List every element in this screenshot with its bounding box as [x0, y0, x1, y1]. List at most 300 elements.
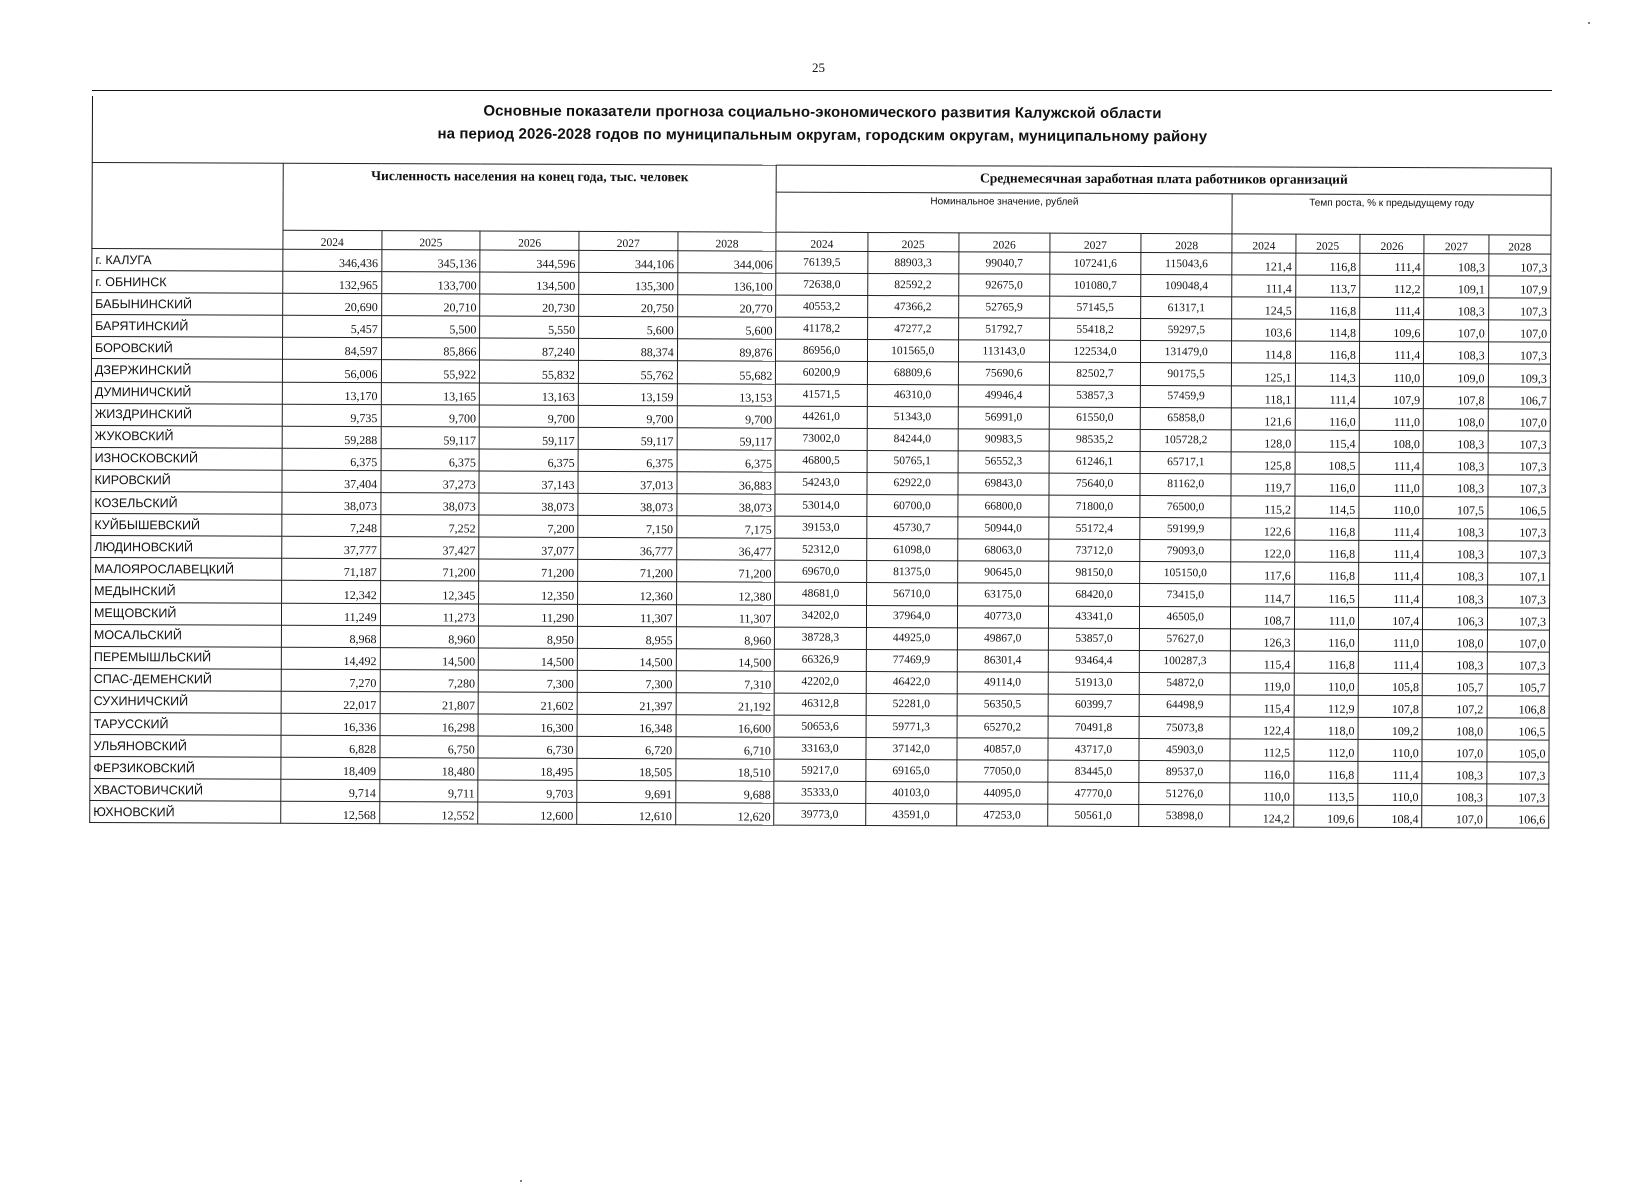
salary-cell: 90983,5 [958, 429, 1049, 451]
salary-cell: 59199,9 [1140, 518, 1231, 540]
population-cell: 71,200 [479, 559, 578, 581]
population-cell: 8,960 [676, 626, 775, 648]
population-cell: 59,288 [282, 426, 381, 448]
growth-cell: 116,0 [1230, 761, 1293, 783]
salary-cell: 61317,1 [1141, 297, 1232, 319]
growth-cell: 116,8 [1293, 761, 1357, 783]
growth-cell: 107,3 [1488, 453, 1550, 475]
growth-cell: 114,7 [1231, 584, 1294, 606]
population-cell: 9,700 [677, 405, 776, 427]
population-cell: 6,828 [281, 735, 380, 757]
growth-cell: 109,0 [1424, 364, 1488, 386]
growth-cell: 116,8 [1295, 253, 1359, 275]
salary-cell: 46312,8 [775, 693, 866, 715]
growth-cell: 107,0 [1422, 806, 1486, 828]
population-cell: 20,690 [283, 293, 382, 315]
growth-cell: 116,8 [1295, 341, 1359, 363]
salary-cell: 75690,6 [958, 362, 1049, 384]
population-cell: 135,300 [579, 272, 678, 294]
population-cell: 6,730 [478, 736, 577, 758]
population-cell: 12,345 [380, 581, 479, 603]
region-name: ИЗНОСКОВСКИЙ [91, 447, 282, 470]
population-cell: 37,777 [282, 536, 381, 558]
salary-cell: 60399,7 [1048, 694, 1139, 716]
population-cell: 7,280 [380, 669, 479, 691]
population-cell: 18,510 [676, 759, 775, 781]
growth-cell: 115,2 [1231, 496, 1294, 518]
salary-cell: 46310,0 [867, 384, 958, 406]
region-name: ДУМИНИЧСКИЙ [91, 381, 282, 404]
growth-cell: 121,6 [1231, 408, 1294, 430]
salary-cell: 69843,0 [958, 473, 1049, 495]
salary-cell: 73415,0 [1140, 584, 1231, 606]
growth-cell: 107,3 [1487, 541, 1549, 563]
salary-cell: 99040,7 [959, 252, 1050, 274]
year-header-growth: 2024 [1232, 234, 1295, 253]
population-cell: 13,170 [282, 382, 381, 404]
year-header-growth: 2028 [1489, 235, 1551, 254]
salary-cell: 53014,0 [775, 494, 866, 516]
salary-cell: 34202,0 [775, 605, 866, 627]
growth-cell: 111,4 [1359, 342, 1423, 364]
growth-cell: 108,3 [1423, 475, 1487, 497]
growth-cell: 107,3 [1488, 431, 1550, 453]
population-cell: 5,600 [579, 317, 678, 339]
population-cell: 12,620 [675, 803, 774, 825]
salary-cell: 69165,0 [865, 760, 956, 782]
population-cell: 37,077 [479, 537, 578, 559]
growth-cell: 108,3 [1423, 519, 1487, 541]
year-header-sal: 2027 [1050, 233, 1141, 252]
salary-cell: 51913,0 [1048, 672, 1139, 694]
growth-cell: 107,1 [1487, 563, 1549, 585]
growth-cell: 107,8 [1424, 386, 1488, 408]
population-cell: 59,117 [578, 427, 677, 449]
salary-cell: 43341,0 [1048, 606, 1139, 628]
salary-cell: 88903,3 [867, 251, 958, 273]
salary-cell: 33163,0 [774, 737, 865, 759]
salary-cell: 75640,0 [1049, 473, 1140, 495]
population-cell: 344,006 [678, 251, 777, 273]
salary-cell: 81162,0 [1140, 473, 1231, 495]
population-cell: 55,922 [381, 360, 480, 382]
growth-cell: 107,3 [1488, 298, 1550, 320]
salary-cell: 62922,0 [867, 472, 958, 494]
salary-cell: 59297,5 [1141, 319, 1232, 341]
growth-cell: 121,4 [1232, 253, 1295, 275]
region-name: ЮХНОВСКИЙ [90, 801, 281, 824]
salary-cell: 59771,3 [866, 715, 957, 737]
region-header-cell [92, 163, 283, 250]
salary-cell: 49867,0 [957, 627, 1048, 649]
population-cell: 6,750 [380, 736, 479, 758]
salary-cell: 69670,0 [775, 560, 866, 582]
population-cell: 9,703 [478, 780, 577, 802]
growth-cell: 107,3 [1488, 254, 1550, 276]
salary-cell: 115043,6 [1141, 253, 1232, 275]
salary-cell: 107241,6 [1050, 252, 1141, 274]
growth-cell: 108,3 [1423, 541, 1487, 563]
salary-cell: 52281,0 [866, 693, 957, 715]
salary-cell: 42202,0 [775, 671, 866, 693]
population-cell: 36,477 [676, 538, 775, 560]
growth-cell: 116,8 [1294, 518, 1358, 540]
population-cell: 20,770 [677, 295, 776, 317]
region-name: УЛЬЯНОВСКИЙ [90, 735, 281, 758]
population-cell: 9,700 [381, 404, 480, 426]
region-name: БОРОВСКИЙ [91, 337, 282, 360]
salary-cell: 44261,0 [776, 406, 867, 428]
salary-growth-header: Темп роста, % к предыдущему году [1232, 194, 1551, 235]
salary-cell: 51343,0 [867, 406, 958, 428]
salary-cell: 49946,4 [958, 384, 1049, 406]
salary-cell: 76139,5 [776, 251, 867, 273]
population-cell: 7,175 [676, 516, 775, 538]
population-cell: 14,500 [676, 648, 775, 670]
population-cell: 20,710 [381, 294, 480, 316]
population-cell: 8,960 [380, 625, 479, 647]
growth-cell: 111,4 [1232, 275, 1295, 297]
salary-cell: 50561,0 [1048, 805, 1139, 827]
population-cell: 13,163 [480, 383, 579, 405]
title-block [92, 96, 1552, 168]
population-cell: 59,117 [677, 427, 776, 449]
growth-cell: 111,4 [1359, 541, 1423, 563]
growth-cell: 107,0 [1424, 320, 1488, 342]
population-cell: 38,073 [677, 494, 776, 516]
population-cell: 14,500 [577, 648, 676, 670]
growth-cell: 107,9 [1488, 276, 1550, 298]
salary-cell: 79093,0 [1140, 540, 1231, 562]
population-cell: 5,457 [283, 316, 382, 338]
population-cell: 7,310 [676, 671, 775, 693]
growth-cell: 108,3 [1424, 254, 1488, 276]
salary-cell: 56710,0 [866, 583, 957, 605]
growth-cell: 110,0 [1294, 673, 1358, 695]
population-cell: 9,700 [578, 405, 677, 427]
growth-cell: 116,8 [1294, 651, 1358, 673]
population-cell: 13,153 [677, 383, 776, 405]
population-cell: 21,807 [380, 691, 479, 713]
year-header-pop: 2026 [480, 231, 579, 250]
salary-cell: 98150,0 [1049, 561, 1140, 583]
salary-cell: 48681,0 [775, 583, 866, 605]
population-cell: 56,006 [282, 360, 381, 382]
population-cell: 71,200 [380, 559, 479, 581]
year-header-sal: 2026 [959, 233, 1050, 252]
population-cell: 59,117 [381, 426, 480, 448]
population-cell: 21,192 [676, 693, 775, 715]
salary-cell: 77050,0 [957, 760, 1048, 782]
top-rule [92, 90, 1552, 91]
salary-cell: 53857,3 [1049, 385, 1140, 407]
region-name: КУЙБЫШЕВСКИЙ [91, 514, 282, 537]
growth-cell: 107,4 [1358, 607, 1422, 629]
growth-cell: 119,7 [1231, 474, 1294, 496]
salary-cell: 47366,2 [867, 296, 958, 318]
region-name: ДЗЕРЖИНСКИЙ [91, 359, 282, 382]
population-cell: 8,955 [577, 626, 676, 648]
growth-cell: 108,0 [1422, 718, 1486, 740]
growth-cell: 115,4 [1230, 695, 1293, 717]
population-cell: 18,505 [577, 759, 676, 781]
population-cell: 6,720 [577, 736, 676, 758]
salary-cell: 57459,9 [1140, 385, 1231, 407]
year-header-growth: 2027 [1424, 235, 1488, 254]
growth-cell: 111,0 [1359, 474, 1423, 496]
table-body [90, 249, 1551, 829]
population-header: Численность населения на конец года, тыс. человек [283, 163, 777, 232]
salary-cell: 53857,0 [1048, 628, 1139, 650]
growth-cell: 118,0 [1294, 717, 1358, 739]
population-cell: 37,427 [380, 537, 479, 559]
region-name: г. КАЛУГА [92, 249, 283, 272]
salary-cell: 50653,6 [774, 715, 865, 737]
population-cell: 5,550 [480, 316, 579, 338]
population-cell: 16,300 [478, 714, 577, 736]
growth-cell: 108,7 [1231, 606, 1294, 628]
growth-cell: 124,2 [1230, 805, 1293, 827]
growth-cell: 111,0 [1359, 408, 1423, 430]
salary-cell: 47770,0 [1048, 782, 1139, 804]
salary-cell: 113143,0 [958, 340, 1049, 362]
population-cell: 11,249 [281, 603, 380, 625]
salary-cell: 76500,0 [1140, 496, 1231, 518]
salary-cell: 68063,0 [957, 539, 1048, 561]
population-cell: 85,866 [381, 338, 480, 360]
salary-cell: 50765,1 [867, 450, 958, 472]
population-cell: 16,600 [676, 715, 775, 737]
growth-cell: 107,3 [1486, 762, 1548, 784]
salary-cell: 44925,0 [866, 627, 957, 649]
growth-cell: 108,3 [1423, 452, 1487, 474]
salary-cell: 71800,0 [1049, 495, 1140, 517]
population-cell: 37,404 [282, 470, 381, 492]
growth-cell: 107,3 [1488, 342, 1550, 364]
growth-cell: 111,4 [1359, 563, 1423, 585]
growth-cell: 111,4 [1360, 298, 1424, 320]
growth-cell: 108,0 [1423, 629, 1487, 651]
growth-cell: 110,0 [1358, 784, 1422, 806]
scan-speck [520, 1180, 522, 1182]
salary-cell: 53898,0 [1139, 805, 1230, 827]
population-cell: 36,777 [578, 538, 677, 560]
salary-cell: 47253,0 [956, 804, 1047, 826]
population-cell: 11,273 [380, 603, 479, 625]
growth-cell: 108,3 [1424, 342, 1488, 364]
salary-cell: 50944,0 [958, 517, 1049, 539]
population-cell: 7,200 [479, 515, 578, 537]
growth-cell: 113,7 [1295, 275, 1359, 297]
growth-cell: 115,4 [1231, 651, 1294, 673]
growth-cell: 108,3 [1422, 784, 1486, 806]
page-number: 25 [812, 60, 825, 75]
year-header-pop: 2027 [579, 231, 678, 250]
growth-cell: 107,3 [1486, 784, 1548, 806]
salary-cell: 46800,5 [775, 450, 866, 472]
growth-cell: 107,0 [1488, 409, 1550, 431]
population-cell: 11,290 [479, 603, 578, 625]
population-cell: 55,832 [480, 360, 579, 382]
region-name: СУХИНИЧСКИЙ [90, 690, 281, 713]
population-cell: 14,500 [380, 647, 479, 669]
population-cell: 346,436 [283, 249, 382, 271]
salary-cell: 73002,0 [776, 428, 867, 450]
region-name: БАБЫНИНСКИЙ [92, 293, 283, 316]
population-cell: 20,730 [480, 294, 579, 316]
population-cell: 87,240 [480, 338, 579, 360]
header-row-groups [92, 163, 1551, 196]
growth-cell: 106,3 [1423, 607, 1487, 629]
salary-cell: 66800,0 [958, 495, 1049, 517]
growth-cell: 105,7 [1487, 674, 1549, 696]
growth-cell: 108,0 [1359, 430, 1423, 452]
growth-cell: 109,1 [1424, 276, 1488, 298]
year-header-pop: 2024 [283, 230, 382, 249]
population-cell: 37,143 [479, 471, 578, 493]
growth-cell: 109,3 [1488, 364, 1550, 386]
region-name: БАРЯТИНСКИЙ [92, 315, 283, 338]
population-cell: 13,165 [381, 382, 480, 404]
growth-cell: 112,2 [1360, 275, 1424, 297]
region-name: ЖИЗДРИНСКИЙ [91, 403, 282, 426]
population-cell: 84,597 [282, 338, 381, 360]
population-cell: 12,600 [478, 802, 577, 824]
population-cell: 71,200 [676, 560, 775, 582]
growth-cell: 106,6 [1486, 806, 1548, 828]
salary-cell: 55418,2 [1049, 318, 1140, 340]
growth-cell: 107,0 [1487, 629, 1549, 651]
population-cell: 7,300 [577, 670, 676, 692]
population-cell: 37,273 [381, 471, 480, 493]
growth-cell: 117,6 [1231, 562, 1294, 584]
growth-cell: 116,8 [1294, 540, 1358, 562]
growth-cell: 106,8 [1487, 696, 1549, 718]
scan-speck [1588, 22, 1590, 24]
population-cell: 12,568 [281, 802, 380, 824]
growth-cell: 125,1 [1232, 363, 1295, 385]
salary-cell: 39153,0 [775, 516, 866, 538]
population-cell: 12,360 [578, 582, 677, 604]
growth-cell: 114,3 [1295, 364, 1359, 386]
population-cell: 6,375 [677, 450, 776, 472]
growth-cell: 115,4 [1295, 430, 1359, 452]
region-name: МЕДЫНСКИЙ [91, 580, 282, 603]
salary-cell: 89537,0 [1139, 761, 1230, 783]
salary-cell: 82592,2 [867, 274, 958, 296]
population-cell: 9,714 [281, 779, 380, 801]
growth-cell: 106,5 [1488, 497, 1550, 519]
salary-cell: 46422,0 [866, 671, 957, 693]
growth-cell: 107,3 [1487, 652, 1549, 674]
growth-cell: 111,4 [1359, 518, 1423, 540]
growth-cell: 103,6 [1232, 319, 1295, 341]
population-cell: 12,610 [577, 803, 676, 825]
salary-cell: 83445,0 [1048, 760, 1139, 782]
growth-cell: 125,8 [1231, 452, 1294, 474]
region-name: г. ОБНИНСК [92, 271, 283, 294]
population-cell: 89,876 [677, 339, 776, 361]
growth-cell: 110,0 [1230, 783, 1293, 805]
salary-cell: 101080,7 [1050, 274, 1141, 296]
growth-cell: 126,3 [1231, 628, 1294, 650]
population-cell: 11,307 [676, 604, 775, 626]
growth-cell: 107,3 [1487, 607, 1549, 629]
region-name: ХВАСТОВИЧСКИЙ [90, 779, 281, 802]
population-cell: 71,187 [282, 559, 381, 581]
salary-cell: 61246,1 [1049, 451, 1140, 473]
salary-cell: 40773,0 [957, 605, 1048, 627]
salary-cell: 40553,2 [776, 295, 867, 317]
salary-cell: 92675,0 [958, 274, 1049, 296]
growth-cell: 122,6 [1231, 518, 1294, 540]
population-cell: 9,688 [675, 781, 774, 803]
salary-cell: 61098,0 [866, 539, 957, 561]
indicators-table [89, 162, 1552, 829]
salary-header: Среднемесячная заработная плата работников организаций [777, 165, 1552, 195]
growth-cell: 107,2 [1422, 695, 1486, 717]
population-cell: 344,596 [480, 250, 579, 272]
salary-cell: 56991,0 [958, 406, 1049, 428]
population-cell: 20,750 [579, 295, 678, 317]
population-cell: 21,602 [478, 692, 577, 714]
salary-cell: 86301,4 [957, 650, 1048, 672]
growth-cell: 107,3 [1487, 585, 1549, 607]
growth-cell: 108,3 [1423, 430, 1487, 452]
salary-cell: 52312,0 [775, 538, 866, 560]
salary-cell: 60200,9 [776, 362, 867, 384]
growth-cell: 122,0 [1231, 540, 1294, 562]
growth-cell: 119,0 [1230, 673, 1293, 695]
population-cell: 9,700 [480, 405, 579, 427]
salary-cell: 70491,8 [1048, 716, 1139, 738]
salary-cell: 45730,7 [866, 517, 957, 539]
growth-cell: 118,1 [1232, 385, 1295, 407]
population-cell: 38,073 [282, 492, 381, 514]
salary-cell: 46505,0 [1140, 606, 1231, 628]
salary-cell: 40103,0 [865, 782, 956, 804]
growth-cell: 113,5 [1293, 783, 1357, 805]
salary-cell: 59217,0 [774, 759, 865, 781]
population-cell: 14,500 [479, 648, 578, 670]
salary-cell: 65270,2 [957, 716, 1048, 738]
population-cell: 12,380 [676, 582, 775, 604]
salary-cell: 44095,0 [957, 782, 1048, 804]
population-cell: 71,200 [578, 560, 677, 582]
population-cell: 9,735 [282, 404, 381, 426]
population-cell: 13,159 [578, 383, 677, 405]
growth-cell: 110,0 [1359, 496, 1423, 518]
salary-cell: 65717,1 [1140, 451, 1231, 473]
population-cell: 8,950 [479, 626, 578, 648]
salary-cell: 93464,4 [1048, 650, 1139, 672]
salary-cell: 75073,8 [1139, 716, 1230, 738]
growth-cell: 111,4 [1295, 386, 1359, 408]
region-name: ЖУКОВСКИЙ [91, 425, 282, 448]
salary-cell: 101565,0 [867, 340, 958, 362]
population-cell: 16,298 [380, 714, 479, 736]
title-line-1: Основные показатели прогноза социально-экономического развития Калужской области [483, 102, 1162, 123]
salary-cell: 131479,0 [1141, 341, 1232, 363]
growth-cell: 116,0 [1295, 474, 1359, 496]
salary-cell: 52765,9 [958, 296, 1049, 318]
growth-cell: 108,3 [1424, 298, 1488, 320]
growth-cell: 108,4 [1358, 806, 1422, 828]
salary-cell: 122534,0 [1049, 341, 1140, 363]
population-cell: 7,252 [380, 515, 479, 537]
population-cell: 9,691 [577, 781, 676, 803]
salary-cell: 54872,0 [1139, 672, 1230, 694]
